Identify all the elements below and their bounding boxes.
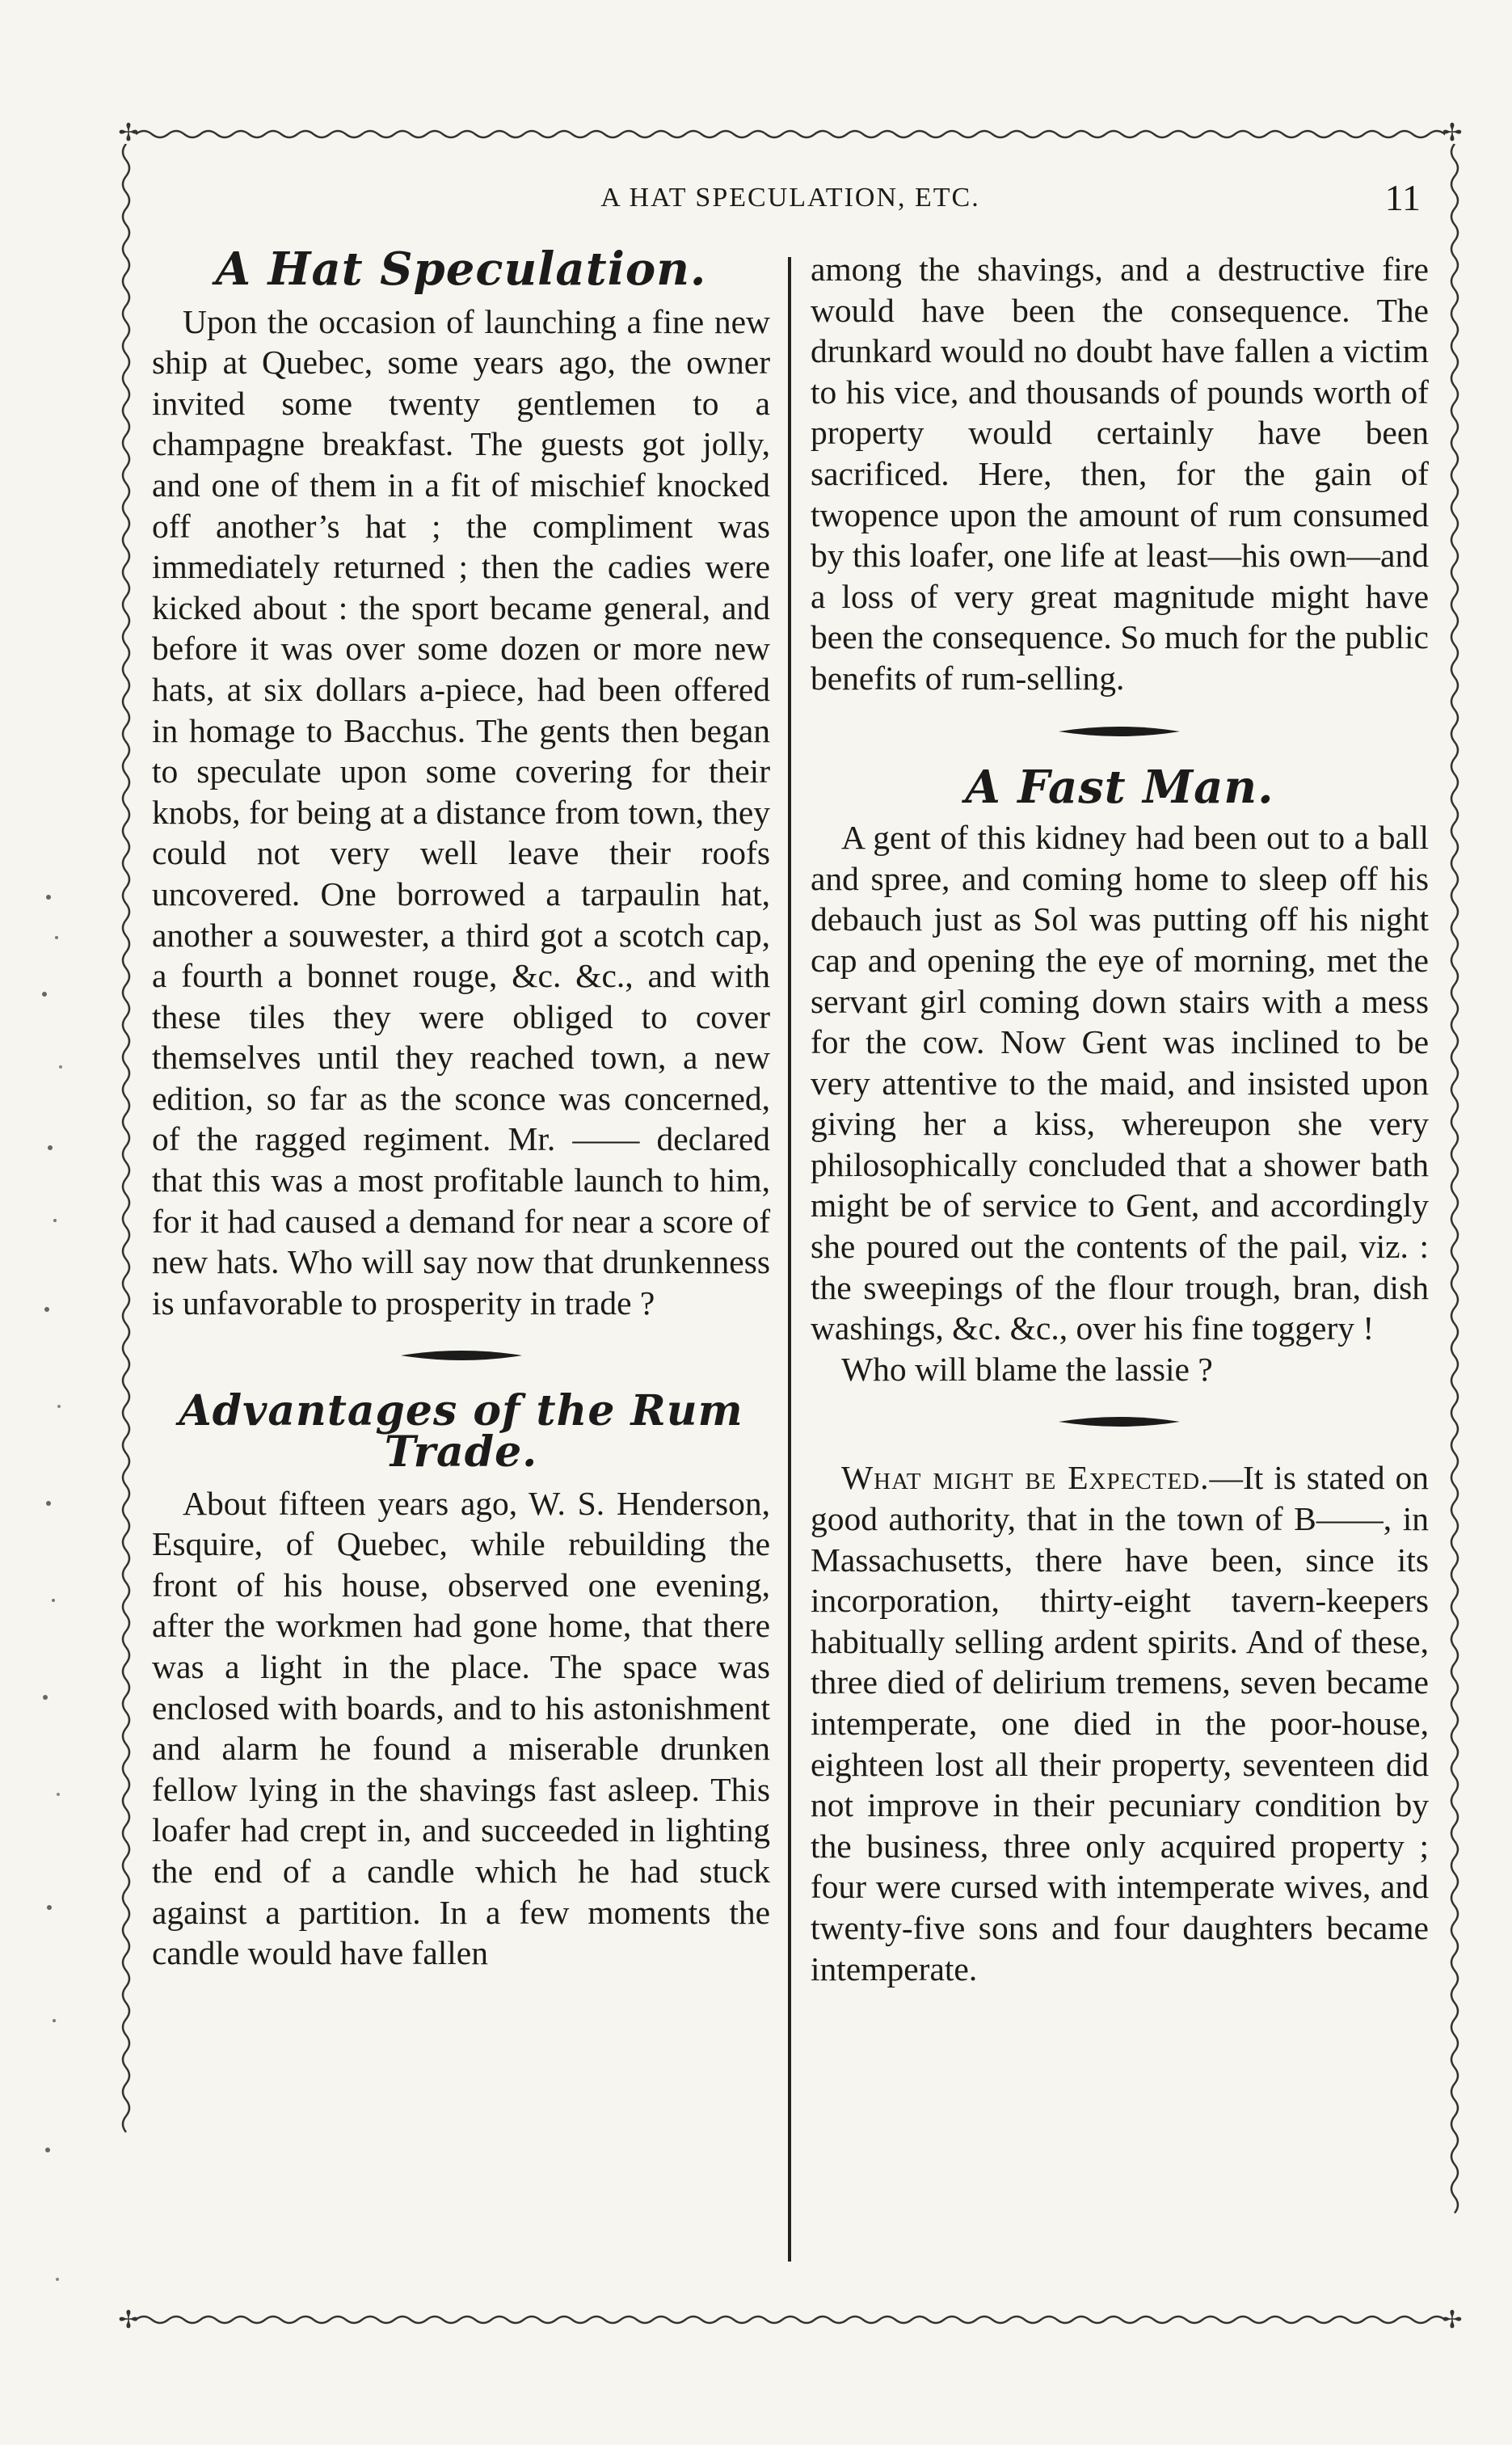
- article-body-hat-speculation: Upon the occasion of launching a fine new ship at Quebec, some years ago, the owner invited some twenty gentlemen to a champagne breakfast. The guests got jolly, and one of them in a fit of mischief knocked off another’s hat ; the compliment was immediately returned ; then the cadies were kicked about : the sport became general, and before it was over some dozen or more new hats, at six dollars a-piece, had been offered in homage to Bacchus. The gents then began to speculate upon some covering for their knobs, for being at a distance from town, they could not very well leave their roofs uncovered. One borrowed a tarpaulin hat, another a souwester, a third got a scotch cap, a fourth a bonnet rouge, &c. &c., and with these tiles they were obliged to cover themselves until they reached town, a new edition, so far as the sconce was concerned, of the ragged regiment. Mr. —— declared that this was a most profitable launch to him, for it had caused a demand for near a score of new hats. Who will say now that drunkenness is unfavorable to prosperity in trade ?: [152, 302, 771, 1322]
- article-body-rum-trade-part1: About fifteen years ago, W. S. Henderson, Esquire, of Quebec, while rebuilding the front of his house, observed one evening, after the workmen had gone home, that there was a light in the place. The space was enclosed with boards, and to his astonishment and alarm he found a miserable drunken fellow lying in the shavings fast asleep. This loafer had crept in, and succeeded in lighting the end of a candle which he had stuck against a partition. In a few moments the candle would have fallen: [152, 1484, 771, 1972]
- ornamental-divider-icon: [1059, 723, 1180, 740]
- wavy-border-bottom: [136, 2313, 1445, 2326]
- ornamental-divider-icon: [401, 1347, 522, 1364]
- wavy-border-left: [120, 144, 133, 2310]
- running-title: A HAT SPECULATION, ETC.: [600, 183, 980, 213]
- ornamental-divider-icon: [1059, 1414, 1180, 1430]
- article-body-fast-man: A gent of this kidney had been out to a ball and spree, and coming home to sleep off his debauch just as Sol was putting off his night cap and opening the eye of morning, met the servant girl coming down stairs with a mess for the cow. Now Gent was inclined to be very attentive to the maid, and insisted upon giving her a kiss, whereupon she very philosophically concluded that a shower bath might be of service to Gent, and accordingly she poured out the contents of the pail, viz. : the sweepings of the flour trough, bran, dish washings, &c. &c., over his fine toggery !: [810, 819, 1429, 1347]
- right-column: [791, 249, 1429, 2262]
- ornament-corner-icon: ✢: [118, 120, 139, 146]
- article-what-might-be-expected: [811, 1457, 1429, 1989]
- wavy-border-right: [1448, 144, 1461, 2310]
- article-body-rum-trade-part2: among the shavings, and a destructive fire would have been the consequence. The drunkard would no doubt have fallen a victim to his vice, and thousands of pounds worth of property would certainly have been sacrificed. Here, then, for the gain of twopence upon the amount of rum consumed by this loafer, one life at least—his own—and a loss of very great magnitude might have been the consequence. So much for the public benefits of rum-selling.: [810, 251, 1429, 697]
- article-lead-what-might-be-expected: What might be Expected.: [840, 1459, 1210, 1497]
- ornament-corner-icon: ✢: [118, 2307, 139, 2333]
- article-heading-hat-speculation: A Hat Speculation.: [215, 242, 707, 296]
- margin-specks: [32, 889, 81, 2425]
- wavy-border-top: [136, 128, 1445, 141]
- page-number: 11: [1384, 177, 1421, 218]
- ornament-corner-icon: ✢: [1442, 2307, 1463, 2333]
- left-column: [152, 242, 788, 2262]
- ornament-corner-icon: ✢: [1442, 120, 1463, 146]
- article-closing-fast-man: Who will blame the lassie ?: [840, 1350, 1213, 1388]
- article-body-what-might-be-expected: —It is stated on good authority, that in the town of B——, in Massachusetts, there have been, since its incorporation, thirty-eight tavern-keepers habitually selling ardent spirits. And of these, three died of delirium tremens, seven became intemperate, one died in the poor-house, eighteen lost all their property, seventeen did not improve in their pecuniary condition by the business, three only acquired property ; four were cursed with intemperate wives, and twenty-five sons and four daughters became intemperate.: [810, 1459, 1429, 1988]
- page-frame: [118, 120, 1463, 2333]
- article-heading-rum-trade: Advantages of the Rum Trade.: [179, 1386, 743, 1478]
- article-heading-fast-man: A Fast Man.: [965, 760, 1274, 814]
- running-head: [152, 176, 1429, 225]
- two-column-body: [152, 242, 1429, 2262]
